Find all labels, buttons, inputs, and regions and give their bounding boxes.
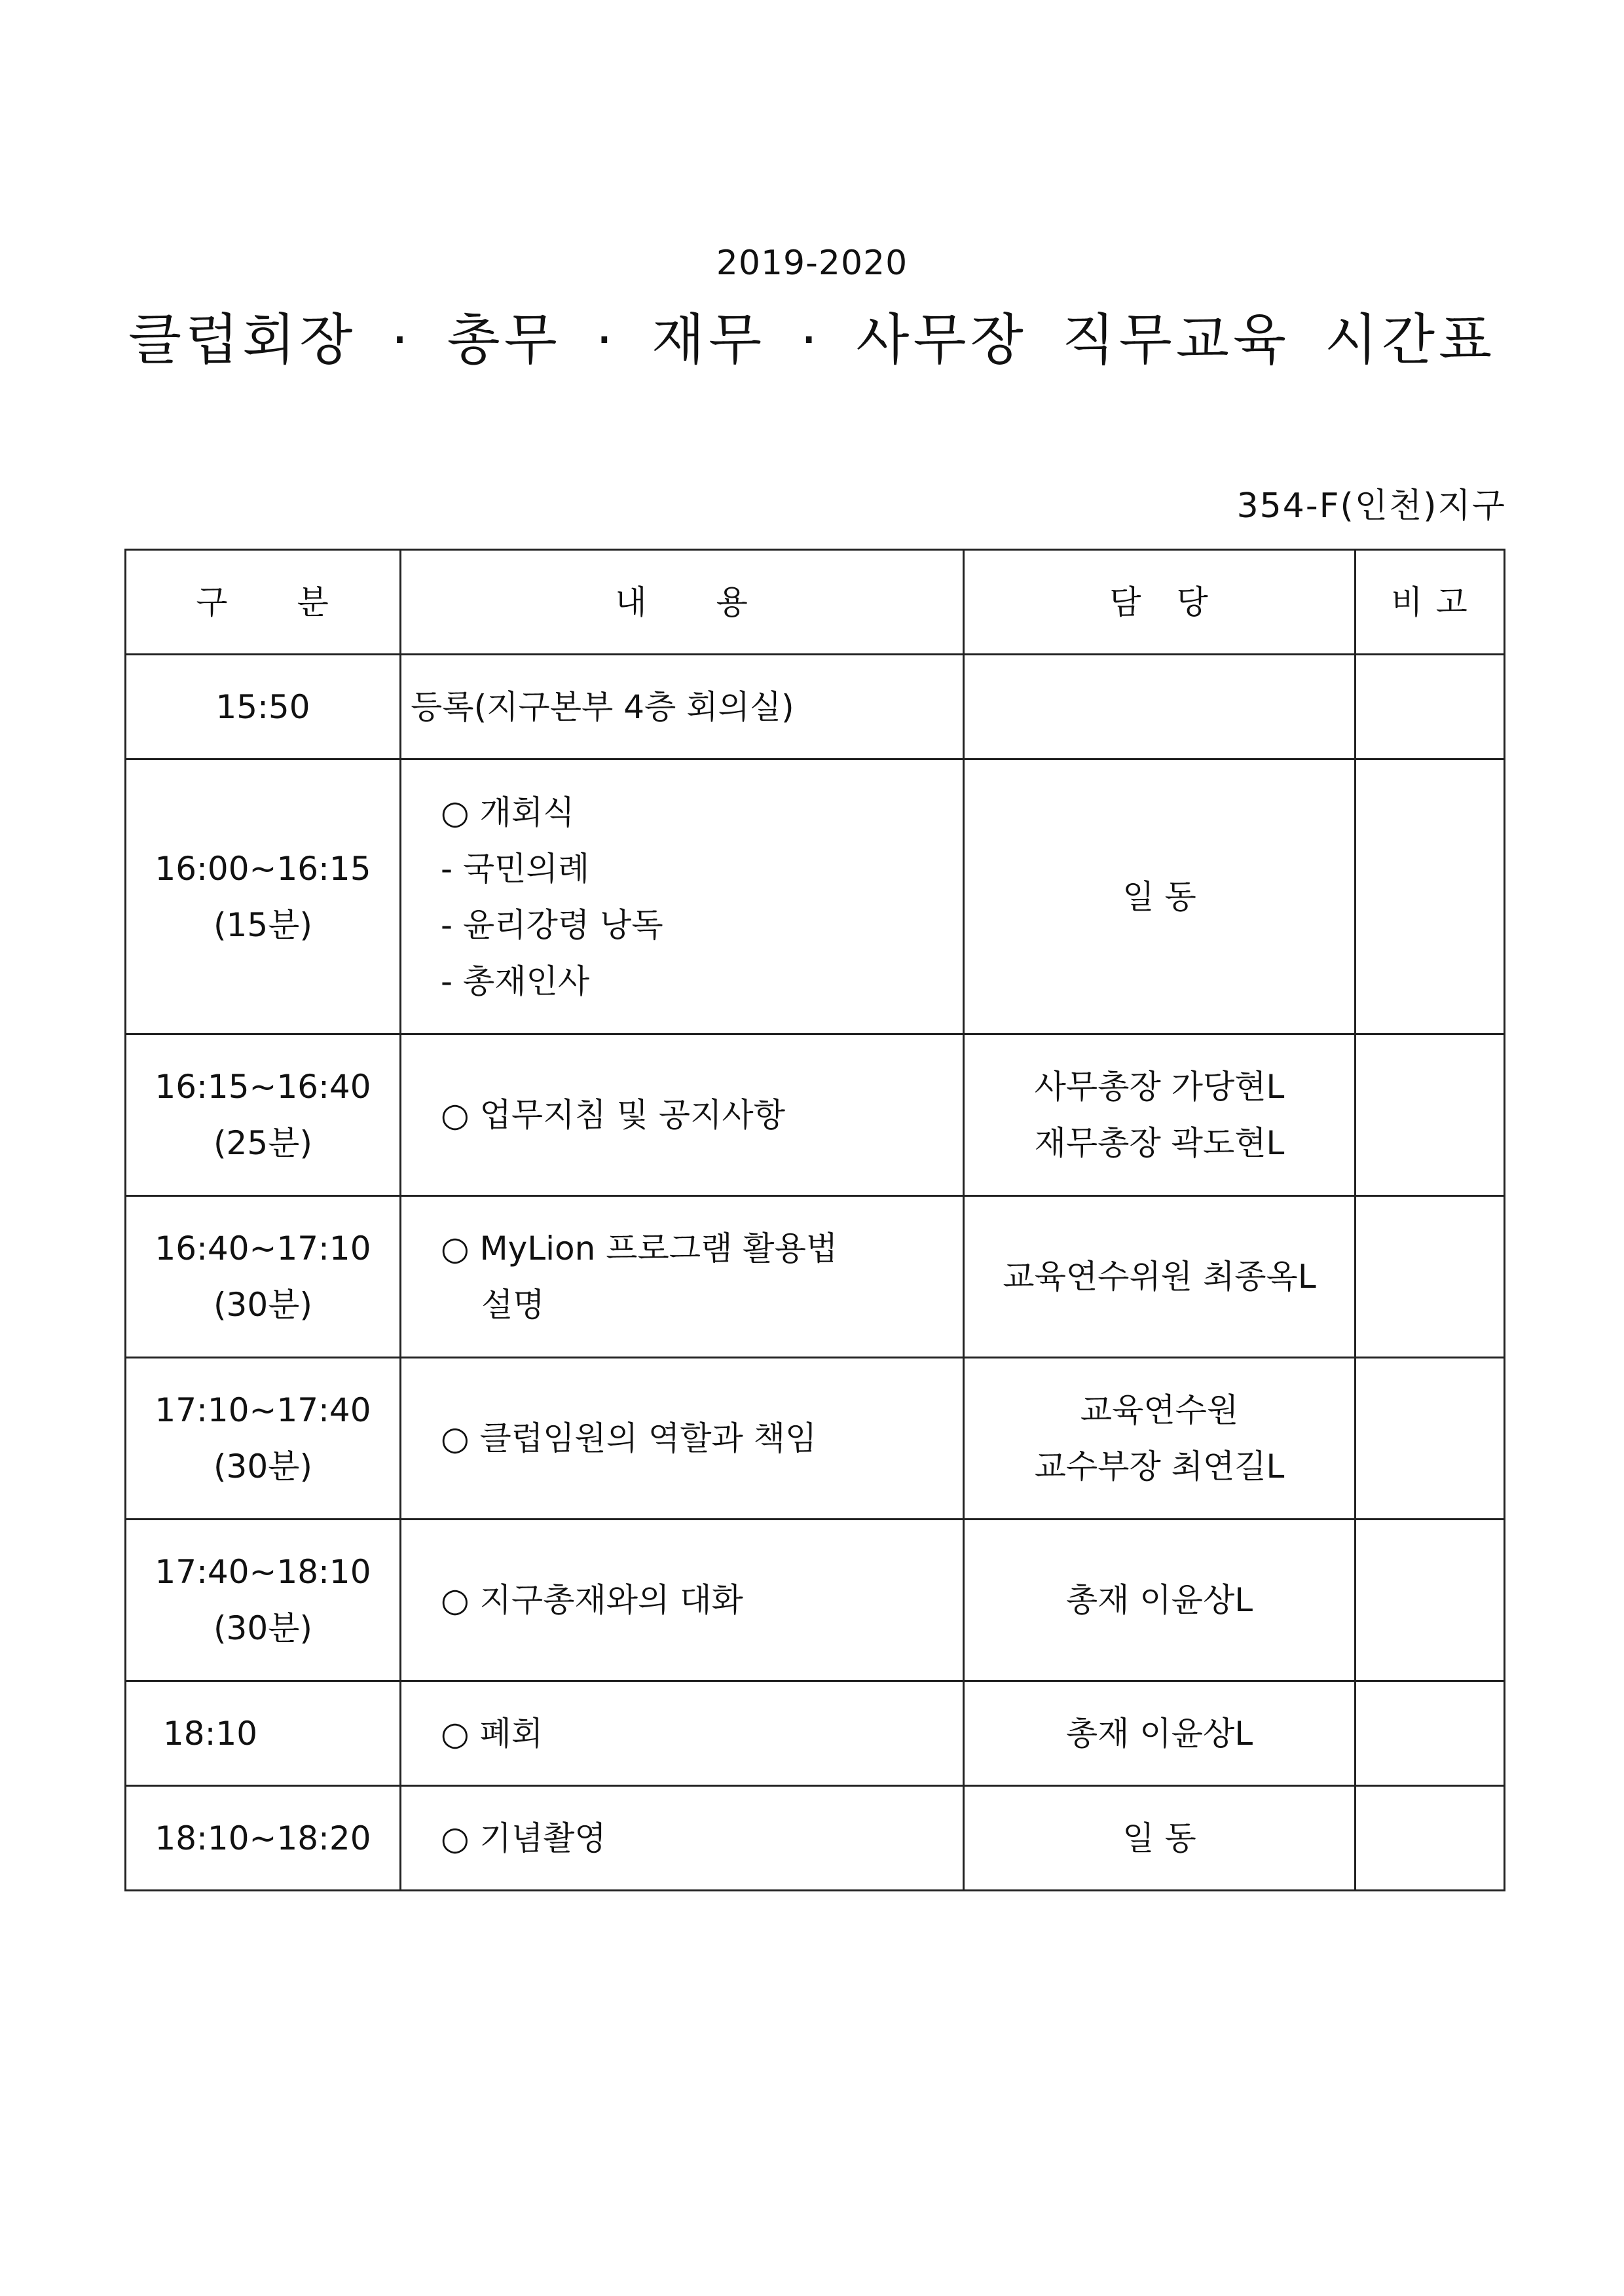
staff-text: 일 동 bbox=[1122, 877, 1196, 916]
staff-text: 교수부장 최연길L bbox=[1034, 1448, 1285, 1485]
time-cell bbox=[126, 1196, 401, 1358]
note-cell bbox=[1356, 759, 1505, 1034]
staff-cell bbox=[964, 655, 1356, 759]
staff-cell bbox=[964, 1681, 1356, 1786]
content-item: ○ 기념촬영 bbox=[441, 1819, 606, 1857]
note-cell bbox=[1356, 1681, 1505, 1786]
content-item: ○ 업무지침 및 공지사항 bbox=[441, 1096, 786, 1134]
content-subitem: - 총재인사 bbox=[441, 962, 590, 1000]
time-text: 17:40~18:10 bbox=[155, 1553, 371, 1591]
time-text: 15:50 bbox=[215, 687, 310, 726]
content-item: ○ 지구총재와의 대화 bbox=[441, 1581, 743, 1619]
time-cell bbox=[126, 1786, 401, 1891]
staff-text: 총재 이윤상L bbox=[1065, 1581, 1253, 1619]
table-row bbox=[126, 759, 1505, 1034]
table-row bbox=[126, 1786, 1505, 1891]
time-text: 16:15~16:40 bbox=[155, 1068, 371, 1106]
time-cell bbox=[126, 655, 401, 759]
time-cell bbox=[126, 1520, 401, 1681]
staff-cell bbox=[964, 1358, 1356, 1520]
time-text: 16:00~16:15 bbox=[155, 849, 371, 888]
content-cell bbox=[401, 1786, 964, 1891]
time-text: 16:40~17:10 bbox=[155, 1230, 371, 1267]
time-text: 18:10~18:20 bbox=[155, 1819, 371, 1857]
time-cell bbox=[126, 1034, 401, 1196]
table-row bbox=[126, 655, 1505, 759]
staff-cell bbox=[964, 1034, 1356, 1196]
staff-text: 재무총장 곽도현L bbox=[1034, 1124, 1285, 1162]
note-cell bbox=[1356, 1196, 1505, 1358]
note-cell bbox=[1356, 1786, 1505, 1891]
duration-text: (25분) bbox=[213, 1124, 312, 1162]
column-header-content: 내 용 bbox=[401, 550, 964, 655]
table-row bbox=[126, 1520, 1505, 1681]
column-header-note: 비 고 bbox=[1356, 550, 1505, 655]
duration-text: (30분) bbox=[213, 1286, 312, 1324]
staff-text: 사무총장 가당현L bbox=[1034, 1068, 1285, 1106]
staff-text: 총재 이윤상L bbox=[1065, 1714, 1253, 1753]
table-row bbox=[126, 1034, 1505, 1196]
duration-text: (30분) bbox=[213, 1448, 312, 1485]
table-row bbox=[126, 1358, 1505, 1520]
content-cell bbox=[401, 1196, 964, 1358]
document-title: 클럽회장 · 총무 · 재무 · 사무장 직무교육 시간표 bbox=[128, 308, 1496, 372]
duration-text: (15분) bbox=[213, 905, 312, 944]
content-cell bbox=[401, 1520, 964, 1681]
column-header-category: 구 분 bbox=[126, 550, 401, 655]
schedule-table bbox=[124, 549, 1505, 1891]
table-row bbox=[126, 1681, 1505, 1786]
staff-cell bbox=[964, 1520, 1356, 1681]
table-row bbox=[126, 1196, 1505, 1358]
content-item: ○ MyLion 프로그램 활용법 bbox=[441, 1230, 838, 1267]
staff-cell bbox=[964, 1196, 1356, 1358]
time-cell bbox=[126, 1358, 401, 1520]
content-cell bbox=[401, 1034, 964, 1196]
document-year: 2019-2020 bbox=[716, 244, 908, 283]
table-header-row bbox=[126, 550, 1505, 655]
content-item: ○ 개회식 bbox=[441, 793, 575, 831]
staff-cell bbox=[964, 759, 1356, 1034]
note-cell bbox=[1356, 1034, 1505, 1196]
column-header-staff: 담 당 bbox=[964, 550, 1356, 655]
time-text: 18:10 bbox=[163, 1714, 258, 1753]
content-subitem: - 윤리강령 낭독 bbox=[441, 905, 663, 944]
content-cell bbox=[401, 1358, 964, 1520]
note-cell bbox=[1356, 655, 1505, 759]
content-item: ○ 폐회 bbox=[441, 1714, 544, 1753]
time-cell bbox=[126, 759, 401, 1034]
time-cell bbox=[126, 1681, 401, 1786]
content-cell bbox=[401, 1681, 964, 1786]
content-subitem: - 국민의례 bbox=[441, 849, 590, 888]
staff-text: 교육연수위원 최종옥L bbox=[1003, 1258, 1316, 1296]
content-item: ○ 클럽임원의 역할과 책임 bbox=[441, 1419, 817, 1457]
time-text: 17:10~17:40 bbox=[155, 1391, 371, 1429]
staff-text: 교육연수원 bbox=[1080, 1391, 1239, 1429]
staff-cell bbox=[964, 1786, 1356, 1891]
content-continuation: 설명 bbox=[481, 1286, 545, 1324]
content-cell bbox=[401, 759, 964, 1034]
note-cell bbox=[1356, 1520, 1505, 1681]
staff-text: 일 동 bbox=[1122, 1819, 1196, 1857]
district-label: 354-F(인천)지구 bbox=[1236, 486, 1506, 526]
note-cell bbox=[1356, 1358, 1505, 1520]
content-cell bbox=[401, 655, 964, 759]
duration-text: (30분) bbox=[213, 1609, 312, 1647]
content-text: 등록(지구본부 4층 회의실) bbox=[411, 687, 794, 726]
